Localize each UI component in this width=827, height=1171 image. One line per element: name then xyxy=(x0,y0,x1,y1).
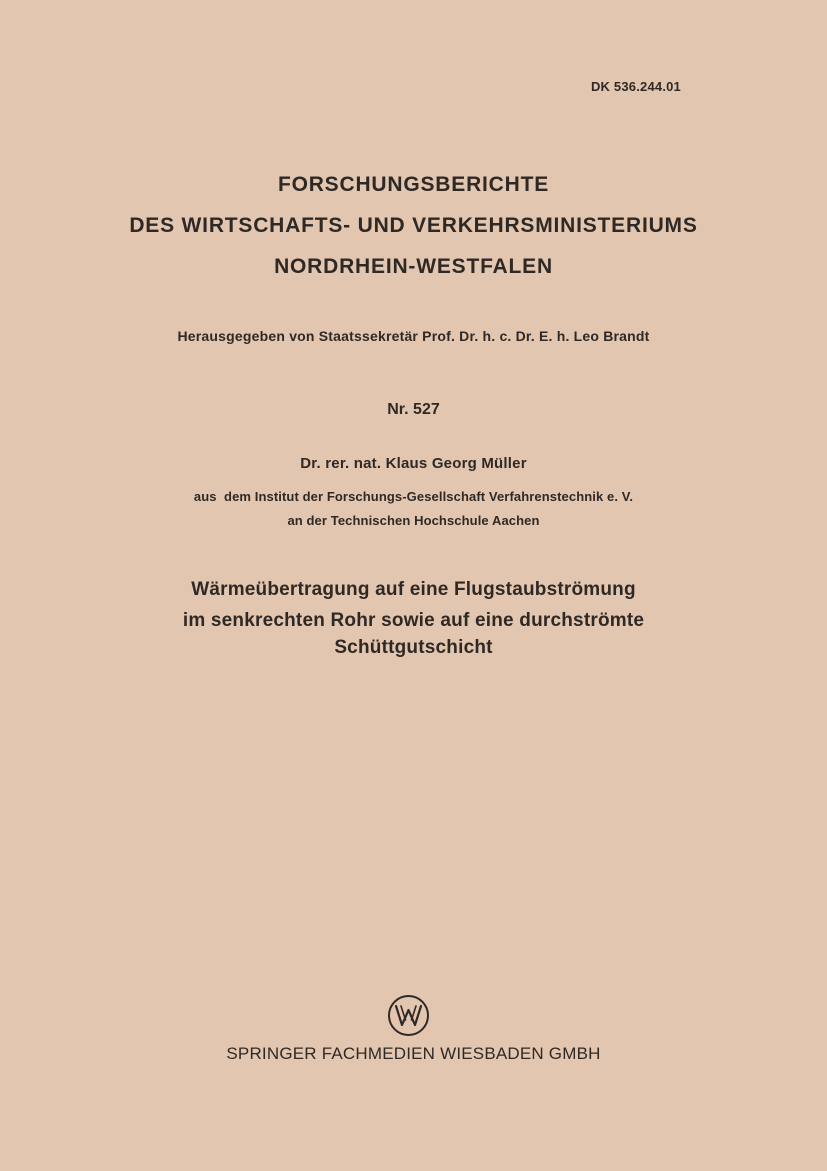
classification-code: DK 536.244.01 xyxy=(590,79,681,94)
series-title-line-3: NORDRHEIN-WESTFALEN xyxy=(274,255,553,278)
series-title-line-1: FORSCHUNGSBERICHTE xyxy=(277,173,550,196)
work-title-line-3: Schüttgutschicht xyxy=(334,637,493,658)
institution-line-1: aus dem Institut der Forschungs-Gesellschaft Verfahrenstechnik e. V. xyxy=(193,489,634,504)
editor-line: Herausgegeben von Staatssekretär Prof. Dr. h. c. Dr. E. h. Leo Brandt xyxy=(177,328,650,344)
institution-line-2: an der Technischen Hochschule Aachen xyxy=(287,513,540,528)
work-title-line-2: im senkrechten Rohr sowie auf eine durchströmte xyxy=(182,610,645,631)
work-title-line-1: Wärmeübertragung auf eine Flugstaubströmung xyxy=(191,579,636,600)
publisher-logo-icon xyxy=(387,994,430,1037)
series-title-line-2: DES WIRTSCHAFTS- UND VERKEHRSMINISTERIUMS xyxy=(129,214,698,237)
author-name: Dr. rer. nat. Klaus Georg Müller xyxy=(300,455,527,472)
publisher-name: SPRINGER FACHMEDIEN WIESBADEN GMBH xyxy=(226,1044,601,1063)
report-number: Nr. 527 xyxy=(387,401,440,418)
